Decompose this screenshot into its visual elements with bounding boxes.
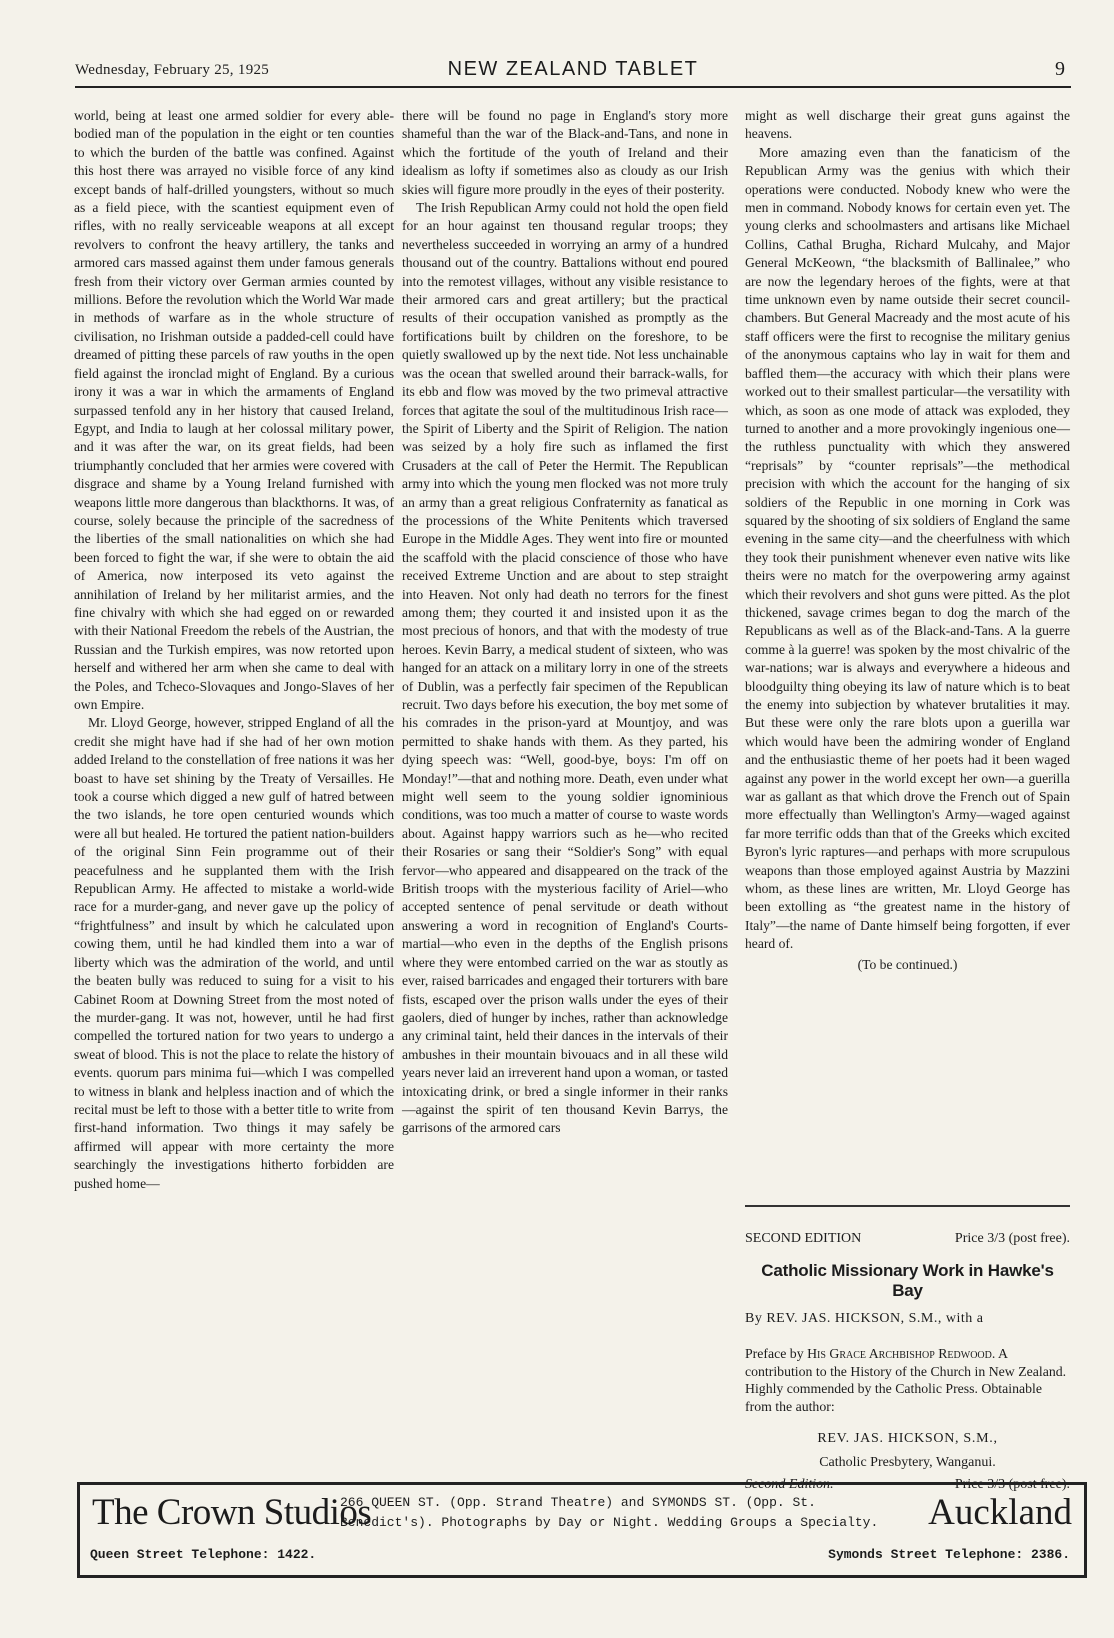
- book-advertisement: [745, 1205, 1070, 1493]
- ad-address: Catholic Presbytery, Wanganui.: [819, 1455, 996, 1470]
- ad-heading: Catholic Missionary Work in Hawke's Bay: [761, 1261, 1054, 1300]
- studio-name: The Crown Studios: [92, 1492, 372, 1533]
- issue-date: Wednesday, February 25, 1925: [75, 62, 270, 78]
- paragraph: The Irish Republican Army could not hold the open field for an hour against ten thousand regular troops; they nevertheless succeeded in worrying an army of a hundred thousand out of the country. Battalions without end poured into the remotest villages, without any visible resistance to their armored cars and great artillery; but the practical results of their occupation vanished as promptly as the fortifications built by children on the foreshore, to be quietly swallowed up by the next tide. Not less unchainable was the ocean that swelled around their barrack-walls, for its ebb and flow was moved by the two primeval attractive forces that agitate the soul of the multitudinous Irish race—the Spirit of Liberty and the Spirit of Religion. The nation was seized by a holy fire such as inflamed the first Crusaders at the call of Peter the Hermit. The Republican army into which the young men flocked was not more truly an army than a great religious Confraternity as fanatical as the processions of the White Penitents which traversed Europe in the Middle Ages. They went into fire or mounted the scaffold with the placid conscience of those who have received Extreme Unction and are about to step straight into Heaven. Not only had death no terrors for the finest among them; they courted it and insisted upon it as the most precious of honors, and that with the modesty of true heroes. Kevin Barry, a medical student of sixteen, who was hanged for an attack on a military lorry in one of the streets of Dublin, was a perfectly fair specimen of the Republican recruit. Two days before his execution, the boy met some of his comrades in the prison-yard at Mountjoy, and was permitted to shake hands with them. As they parted, his dying speech was: “Well, good-bye, boys: I'm off on Monday!”—that and nothing more. Death, even under what might well seem to the young soldier ignominious conditions, was too much a matter of course to waste words about. Against happy warriors such as he—who recited their Rosaries or sang their “Soldier's Song” with equal fervor—who appeared and disappeared on the track of the British troops with the mysterious facility of Ariel—who accepted sentence of penal servitude or death without answering a word in recognition of England's Courts-martial—who even in the depths of the English prisons where they were entombed carried on the war as stoutly as ever, raised barricades and engaged their torturers with bare fists, escaped over the prison walls under the eyes of their gaolers, died of hunger by inches, rather than acknowledge any criminal taint, held their dances in the intervals of their ambushes in their mountain bivouacs and in all these wild years never laid an irreverent hand upon a woman, or tasted intoxicating drink, or bred a single informer in their ranks—against the spirit of ten thousand Kevin Barrys, the garrisons of the armored cars: [402, 200, 728, 1136]
- ad-description: [745, 1345, 1070, 1415]
- paragraph: there will be found no page in England's story more shameful than the war of the Black-and-Tans, and none in which the fortitude of the youth of Ireland and their idealism as lofty if sometimes also as cloudy as our Irish skies will figure more proudly in the eyes of their posterity.: [402, 108, 728, 197]
- paragraph: Mr. Lloyd George, however, stripped England of all the credit she might have had if she had of her own motion added Ireland to the constellation of free nations it was her boast to have set shining by the Treaty of Versailles. He took a course which digged a new gulf of hatred between the two islands, he tore open centuried wounds which were all but healed. He tortured the patient nation-builders of the original Sinn Fein programme out of their peacefulness and he supplanted them with the Irish Republican Army. He affected to mistake a world-wide race for a murder-gang, and never gave up the policy of “frightfulness” and insult by which he calculated upon cowing them, until he had kindled them into a war of liberty which was the admiration of the world, and until the beaten bully was reduced to suing for a visit to his Cabinet Room at Downing Street from the most noted of the murder-gang. It was not, however, until he had first compelled the tortured nation for two years to undergo a sweat of blood. This is not the place to relate the history of events. quorum pars minima fui—which I was compelled to witness in blank and helpless inaction and of which the recital must be left to those with a better title to write from first-hand information. Two things it may safely be affirmed will appear with more certainty the more searchingly the investigations hitherto forbidden are pushed home—: [74, 715, 394, 1191]
- edition-label: SECOND EDITION: [745, 1231, 862, 1246]
- footer-price: Price 3/3 (post free).: [954, 1477, 1070, 1492]
- article-column-1: [74, 107, 394, 1193]
- masthead-title: NEW ZEALAND TABLET: [447, 58, 699, 80]
- ad-author: REV. JAS. HICKSON, S.M.,: [817, 1431, 998, 1446]
- studio-address: [340, 1493, 910, 1533]
- city-name: Auckland: [928, 1492, 1072, 1533]
- preface-lead: Preface by: [745, 1346, 804, 1361]
- footer-edition: Second Edition.: [745, 1477, 834, 1492]
- page-number: 9: [1055, 58, 1065, 80]
- page-header: [75, 54, 1071, 88]
- paragraph: world, being at least one armed soldier for every able-bodied man of the population in the eight or ten counties to which the burden of the battle was confined. Against this host there was arrayed no visible force of any kind except bands of half-drilled youngsters, without so much as a field piece, with the scantiest equipment even of rifles, with no really serviceable weapons at all except revolvers to confront the heavy artillery, the tanks and armored cars massed against them under famous generals fresh from their victory over German armies counted by millions. Before the revolution which the World War made in methods of warfare as in the whole structure of civilisation, no Irishman outside a padded-cell could have dreamed of pitting these parcels of raw youths in the open field against the ironclad might of England. By a curious irony it was a war in which the armaments of England surpassed tenfold any in her history that caused Ireland, Egypt, and India to laugh at her colossal military power, and it was after the war, on its great fields, had been triumphantly concluded that her armies were covered with disgrace and shame by a Young Ireland furnished with weapons little more dangerous than blackthorns. It was, of course, solely because the principle of the sacredness of the liberties of the small nationalities on which she had been forced to fight the war, if she were to obtain the aid of America, now interposed its veto against the annihilation of Ireland by her militarist armies, and the fine chivalry with which she had egged on or rewarded with their National Freedom the rebels of the Austrian, the Russian and the Turkish empires, was now retorted upon herself and withered her arm when she came to deal with the Poles, and Tcheco-Slovaques and Jongo-Slaves of her own Empire.: [74, 108, 394, 712]
- ad-byline: By REV. JAS. HICKSON, S.M., with a: [745, 1311, 984, 1326]
- continuation-note: (To be continued.): [857, 956, 958, 972]
- ad-body-text: A contribution to the History of the Church in New Zealand. Highly commended by the Catholic Press. Obtainable from the author:: [745, 1346, 1067, 1414]
- address-line: Benedict's). Photographs by Day or Night. Wedding Groups a Specialty.: [340, 1515, 879, 1530]
- paragraph: might as well discharge their great guns against the heavens.: [745, 108, 1070, 142]
- queen-street-telephone: Queen Street Telephone: 1422.: [90, 1547, 317, 1562]
- address-line: 266 QUEEN ST. (Opp. Strand Theatre) and SYMONDS ST. (Opp. St.: [340, 1495, 816, 1510]
- studio-banner-ad: [77, 1482, 1087, 1578]
- article-column-3: [745, 107, 1070, 974]
- paragraph: More amazing even than the fanaticism of the Republican Army was the genius with which their operations were conducted. Nobody knew who were the men in command. Nobody knows for certain even yet. The young clerks and schoolmasters and artisans like Michael Collins, Cathal Brugha, Richard Mulcahy, and Major General McKeown, “the blacksmith of Ballinalee,” who are now the legendary heroes of the fights, were at that time unknown even by name outside their secret council-chambers. But General Macready and the most acute of his staff officers were the first to recognise the military genius of the anonymous captains who lay in wait for them and baffled them—the accuracy with which their plans were worked out to their smallest particular—the versatility with which, as soon as one mode of attack was exploded, they turned to another and a more provokingly ingenious one—the ruthless punctuality with which they answered “reprisals” by “counter reprisals”—the methodical precision with which the account for the hanging of six soldiers of the Republic in one morning in Cork was squared by the shooting of six soldiers of England the same evening in the same city—and the cheerfulness with which they took their punishment whenever even native wits like theirs were no match for the overpowering army against which their revolvers and shot guns were pitted. As the plot thickened, savage crimes began to dog the march of the Republicans as well as of the Black-and-Tans. A la guerre comme à la guerre! was spoken by the most chivalric of the war-nations; war is always and everywhere a hideous and bloodguilty thing obeying its law of nature which is to beat the enemy into subjection by whatever brutalities it may. But these were only the rare blots upon a guerilla war which would have been the admiring wonder of England and the enthusiastic theme of her poets had it been waged against any power in the world except her own—a guerilla war as gallant as that which drove the French out of Spain more effectually than Wellington's Army—waged against far more terrific odds than that of the Greeks which excited Byron's lyric raptures—and perhaps with more scrupulous weapons than those employed against Austria by Mazzini whom, as these lines are written, Mr. Lloyd George has been extolling as “the greatest name in the history of Italy”—the name of Dante himself being forgotten, if ever heard of.: [745, 144, 1070, 952]
- price-label: Price 3/3 (post free).: [954, 1231, 1070, 1246]
- preface-name: His Grace Archbishop Redwood.: [807, 1346, 996, 1361]
- symonds-street-telephone: Symonds Street Telephone: 2386.: [828, 1547, 1070, 1562]
- article-column-2: [402, 107, 728, 1138]
